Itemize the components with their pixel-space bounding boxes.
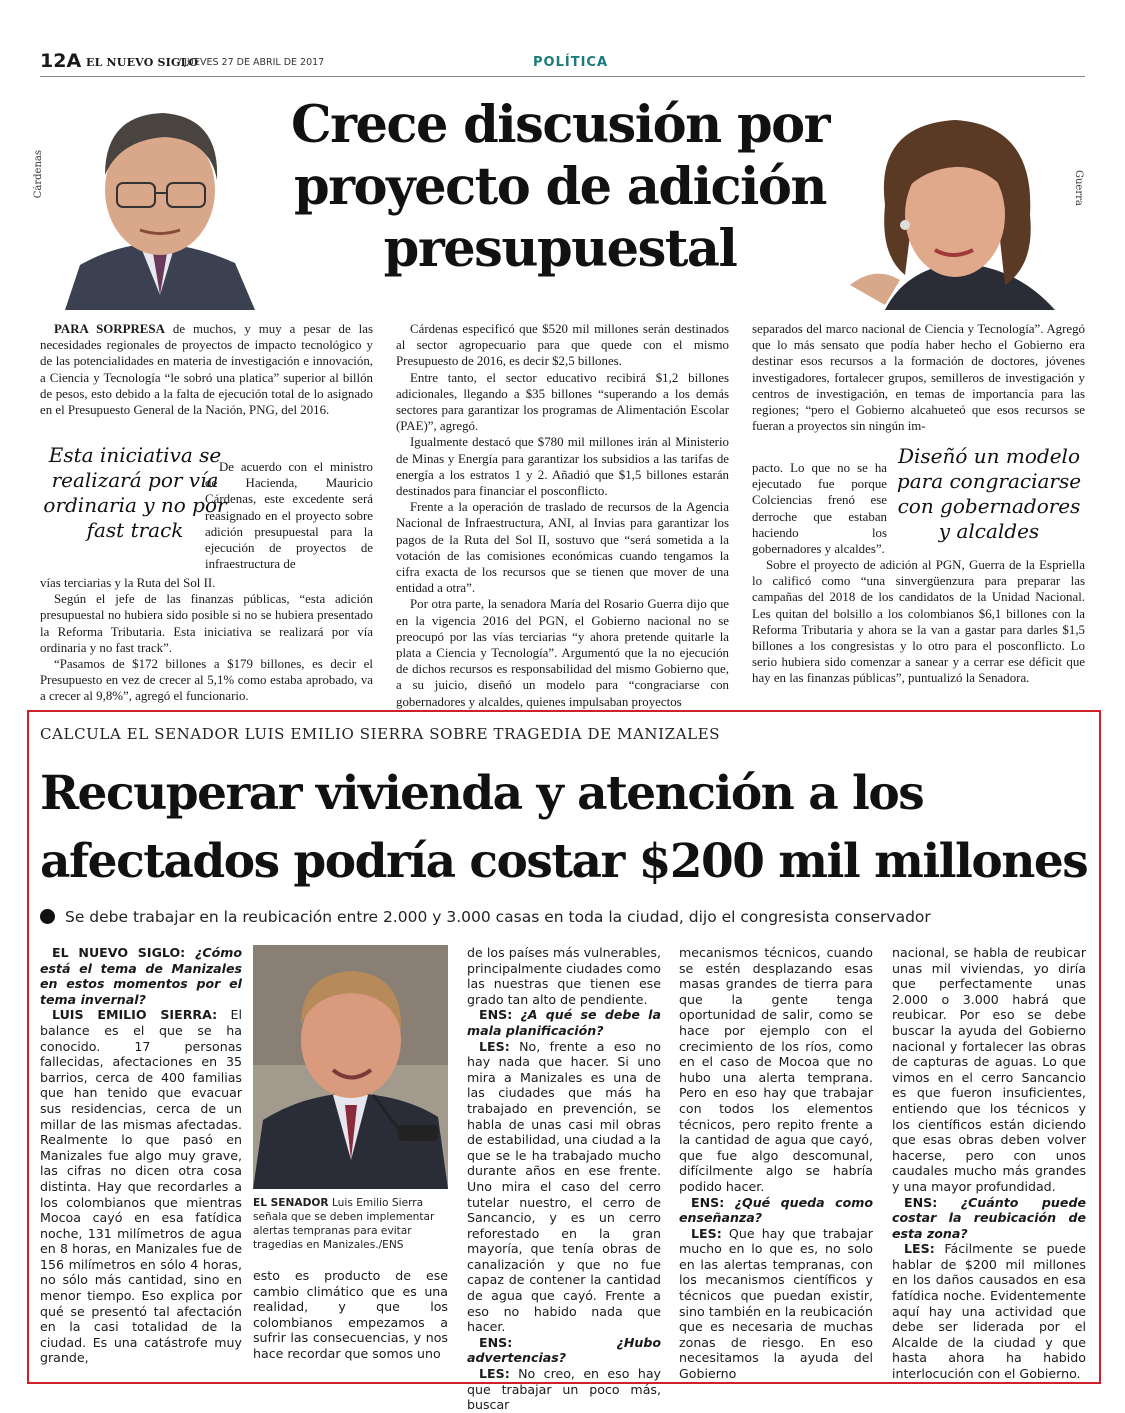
speaker: ENS: <box>904 1194 938 1210</box>
speaker: LES: <box>479 1038 510 1054</box>
article1-col3-bottom <box>752 557 1085 687</box>
article2-kicker: CALCULA EL SENADOR LUIS EMILIO SIERRA SOBRE TRAGEDIA DE MANIZALES <box>40 725 721 743</box>
speaker: LUIS EMILIO SIERRA: <box>52 1007 218 1023</box>
article1-col1-bottom <box>40 575 373 705</box>
pull-quote-1: Esta iniciativa se realizará por vía ordinaria y no por fast track <box>43 443 227 542</box>
bullet-icon <box>40 909 55 924</box>
speaker: LES: <box>479 1366 510 1382</box>
paragraph: “Pasamos de $172 billones a $179 billones, es decir el Presupuesto en vez de crecer al 5,1% como estaba aprobado, va a crecer al 9,8%”, agregó el funcionario. <box>40 657 373 704</box>
pull-quote-2: Diseñó un modelo para congraciarse con gobernadores y alcaldes <box>896 444 1082 543</box>
question: ¿A qué se debe la mala planificación? <box>467 1007 661 1038</box>
question: ¿Qué queda como enseñanza? <box>679 1194 873 1226</box>
article2-headline: Recuperar vivienda y atención a los afectados podría costar $200 mil millones <box>40 766 1088 889</box>
lead-in: PARA SORPRESA <box>54 322 165 336</box>
section-label: POLÍTICA <box>533 55 609 70</box>
paragraph: Igualmente destacó que $780 mil millones irán al Ministerio de Minas y Energía para garantizar los subsidios a las tarifas de energía a los estratos 1 y 2. Añadió que $1,5 billones estarán destinados para financiar el posconflicto. <box>396 435 729 499</box>
article2-deck <box>40 908 1090 926</box>
answer: mecanismos técnicos, cuando se estén desplazando esas masas grandes de tierra para que la gente tenga oportunidad de salir, como se hace por ejemplo con el crecimiento de los ríos, como en el caso de Mocoa que no hubo una alerta temprana. Pero en eso hay que trabajar con todos los elementos técnicos, pero repito frente a la cantidad de agua que cayó, que fue algo descomunal, difícilmente algo se habría podido hacer. <box>679 945 873 1194</box>
answer: de los países más vulnerables, principalmente ciudades como las nuestras que tienen ese grado tan alto de pendiente. <box>467 945 661 1007</box>
article1-col3-top <box>752 321 1085 434</box>
speaker: LES: <box>691 1225 722 1241</box>
paragraph: Sobre el proyecto de adición al PGN, Guerra de la Espriella lo calificó como “una sinvergüenzura para preparar las campañas del 2018 de los candidatos de la Unidad Nacional. Les quitan del bolsillo a los colombianos $6,1 billones con la Reforma Tributaria y ahora se la van a gastar para darles $1,5 billones a los congresistas y lo otro para el posconflicto. Lo serio hubiera sido comenzar a sanear y a cerrar ese déficit que hay en las finanzas públicas”, puntualizó la Senadora. <box>752 558 1085 686</box>
article1-col1-wrap <box>205 459 373 572</box>
caption-lead: EL SENADOR <box>253 1197 329 1209</box>
photo-cardenas <box>45 95 270 310</box>
photo-caption-sierra <box>253 1196 448 1252</box>
paragraph: Según el jefe de las finanzas públicas, “esta adición presupuestal no hubiera sido posible si no se hubiera presentado la Reforma Tributaria. Esta iniciativa se realizará por vía ordinaria y no fast track”. <box>40 592 373 655</box>
answer: No creo, en eso hay que trabajar un poco más, buscar <box>467 1366 661 1413</box>
paragraph: vías terciarias y la Ruta del Sol II. <box>40 576 216 590</box>
article2-col4 <box>679 945 873 1382</box>
paragraph: Por otra parte, la senadora María del Rosario Guerra dijo que en la vigencia 2016 del PGN, el Gobierno nacional no se preocupó por las vías terciarias “y ahora pretende quitarle la plata a Ciencia y Tecnología”. Argumentó que la no ejecución de dichos recursos es responsabilidad del mismo Gobierno que, a su juicio, diseñó un modelo para “congraciarse con gobernadores y alcaldes, quienes impulsaban proyectos <box>396 597 729 709</box>
answer: No, frente a eso no hay nada que hacer. Si uno mira a Manizales es una de las ciudades que más ha trabajado en prevención, se habla de unas casi mil obras de estabilidad, una ciudad a la que se le ha trabajado mucho durante años en ese frente. Uno mira el caso del cerro tutelar nuestro, el cerro de Sancancio, y es un cerro reforestado en la gran mayoría, que tenía obras de canalización y que no fue capaz de contener la cantidad de agua que cayó. Frente a eso no habido nada que hacer. <box>467 1038 661 1335</box>
photo-caption-cardenas: Cárdenas <box>33 150 44 199</box>
article1-col2 <box>396 321 729 710</box>
article1-col1-top <box>40 321 373 418</box>
photo-guerra <box>845 95 1075 310</box>
speaker: ENS: <box>691 1194 725 1210</box>
paragraph: de muchos, y muy a pesar de las necesidades regionales de proyectos de impacto tecnológico y de las potencialidades en materia de investigación e innovación, a Ciencia y Tecnología “le sobró una platica” superior al billón de pesos, esto debido a la falta de ejecución total de lo asignado en el Presupuesto General de la Nación, PNG, del 2016. <box>40 322 373 418</box>
deck-text: Se debe trabajar en la reubicación entre 2.000 y 3.000 casas en toda la ciudad, dijo el congresista conservador <box>65 908 931 926</box>
paragraph: pacto. Lo que no se ha ejecutado fue porque Colciencias frenó ese derroche que estaban haciendo los gobernadores y alcaldes”. <box>752 461 887 557</box>
page-number: 12A <box>40 50 82 72</box>
question: ¿Hubo advertencias? <box>467 1334 661 1366</box>
paragraph: separados del marco nacional de Ciencia y Tecnología”. Agregó que lo más sensato que podía haber hecho el Gobierno era destinar esos recursos a la formación de doctores, jóvenes investigadores, fortalecer grupos, semilleros de investigación y centros de investigación, en temas de importancia para las regiones; “pero el Gobierno alcahueteó que esos recursos se fueran a proyectos sin ningún im- <box>752 322 1085 434</box>
photo-caption-guerra: Guerra <box>1073 170 1084 206</box>
question: ¿Cuánto puede costar la reubicación de esta zona? <box>892 1194 1086 1241</box>
caption-text: Luis Emilio Sierra señala que se deben implementar alertas tempranas para evitar tragedias en Manizales./ENS <box>253 1197 435 1251</box>
photo-sierra <box>253 945 448 1189</box>
question: ¿Cómo está el tema de Manizales en estos momentos por el tema invernal? <box>40 945 242 1007</box>
speaker: EL NUEVO SIGLO: <box>52 945 186 960</box>
answer: esto es producto de ese cambio climático que es una realidad, y que los colombianos empezamos a sufrir las consecuencias, y nos hace recordar que somos uno <box>253 1268 448 1361</box>
paragraph: De acuerdo con el ministro de Hacienda, Mauricio Cárdenas, este excedente será reasignado en el proyecto sobre adición presupuestal para la ejecución de proyectos de infraestructura de <box>205 460 373 572</box>
header-rule <box>40 76 1085 77</box>
paragraph: Cárdenas especificó que $520 mil millones serán destinados al sector agropecuario para que quede con el mismo Presupuesto de 2016, es decir $2,5 billones. <box>396 322 729 369</box>
paragraph: Frente a la operación de traslado de recursos de la Agencia Nacional de Infraestructura, ANI, al Invias para garantizar los pagos de la Ruta del Sol II, sostuvo que “será sometida a la votación de las comisiones económicas cuando tengamos la cifra exacta de los recursos que se tienen que mover de una entidad a otra”. <box>396 500 729 596</box>
article1-col3-wrap <box>752 460 887 557</box>
answer: El balance es el que se ha conocido. 17 personas fallecidas, afectaciones en 35 barrios, cerca de 400 familias que han tenido que evacuar sus residencias, cerca de un millar de las mismas afectadas. Realmente lo que pasó en Manizales fue algo muy grave, las cifras no dicen otra cosa distinta. Hay que recordarles a los colombianos que mientras Mocoa cayó en esa fatídica noche, 131 milímetros de agua en 8 horas, en Manizales fue de 156 milímetros en sólo 4 horas, no sólo más cantidad, sino en menor tiempo. Eso explica por qué se presentó tal afectación en la casi totalidad de la ciudad. Es una catástrofe muy grande, <box>40 1007 242 1366</box>
answer: Fácilmente se puede hablar de $200 mil millones en los daños causados en esa fatídica noche. Evidentemente aquí hay una actividad que debe ser liderada por el Alcalde de la ciudad y que hasta ahora ha habido interlocución con el Gobierno. <box>892 1241 1086 1382</box>
speaker: ENS: <box>479 1007 513 1023</box>
speaker: LES: <box>904 1241 935 1257</box>
paper-name: EL NUEVO SIGLO <box>86 56 199 69</box>
article2-col5 <box>892 945 1086 1382</box>
article1-headline: Crece discusión por proyecto de adición presupuestal <box>290 95 830 279</box>
speaker: ENS: <box>479 1334 513 1350</box>
issue-date: / JUEVES 27 DE ABRIL DE 2017 <box>178 57 325 68</box>
article2-col2 <box>253 1268 448 1362</box>
paragraph: Entre tanto, el sector educativo recibirá $1,2 billones adicionales, llegando a $35 billones “superando a los demás sectores para garantizar los programas de Alimentación Escolar (PAE)”, agregó. <box>396 370 729 434</box>
answer: Que hay que trabajar mucho en lo que es, no solo en las alertas tempranas, con los mecanismos científicos y técnicos que puedan existir, sino también en la reubicación que es necesaria de muchas zonas de riesgo. En eso necesitamos la ayuda del Gobierno <box>679 1225 873 1382</box>
answer: nacional, se habla de reubicar unas mil viviendas, yo diría que perfectamente unas 2.000 o 3.000 habrá que reubicar. Por eso se debe buscar la ayuda del Gobierno nacional y fortalecer las obras de capturas de aguas. Lo que vimos en el cerro Sancancio es que fueron insuficientes, entiendo que los técnicos y los científicos están diciendo que esas obras deben volver hacerse, pero con unos caudales mucho más grandes y una mayor profundidad. <box>892 945 1086 1194</box>
article2-col1 <box>40 945 242 1366</box>
article2-col3 <box>467 945 661 1413</box>
